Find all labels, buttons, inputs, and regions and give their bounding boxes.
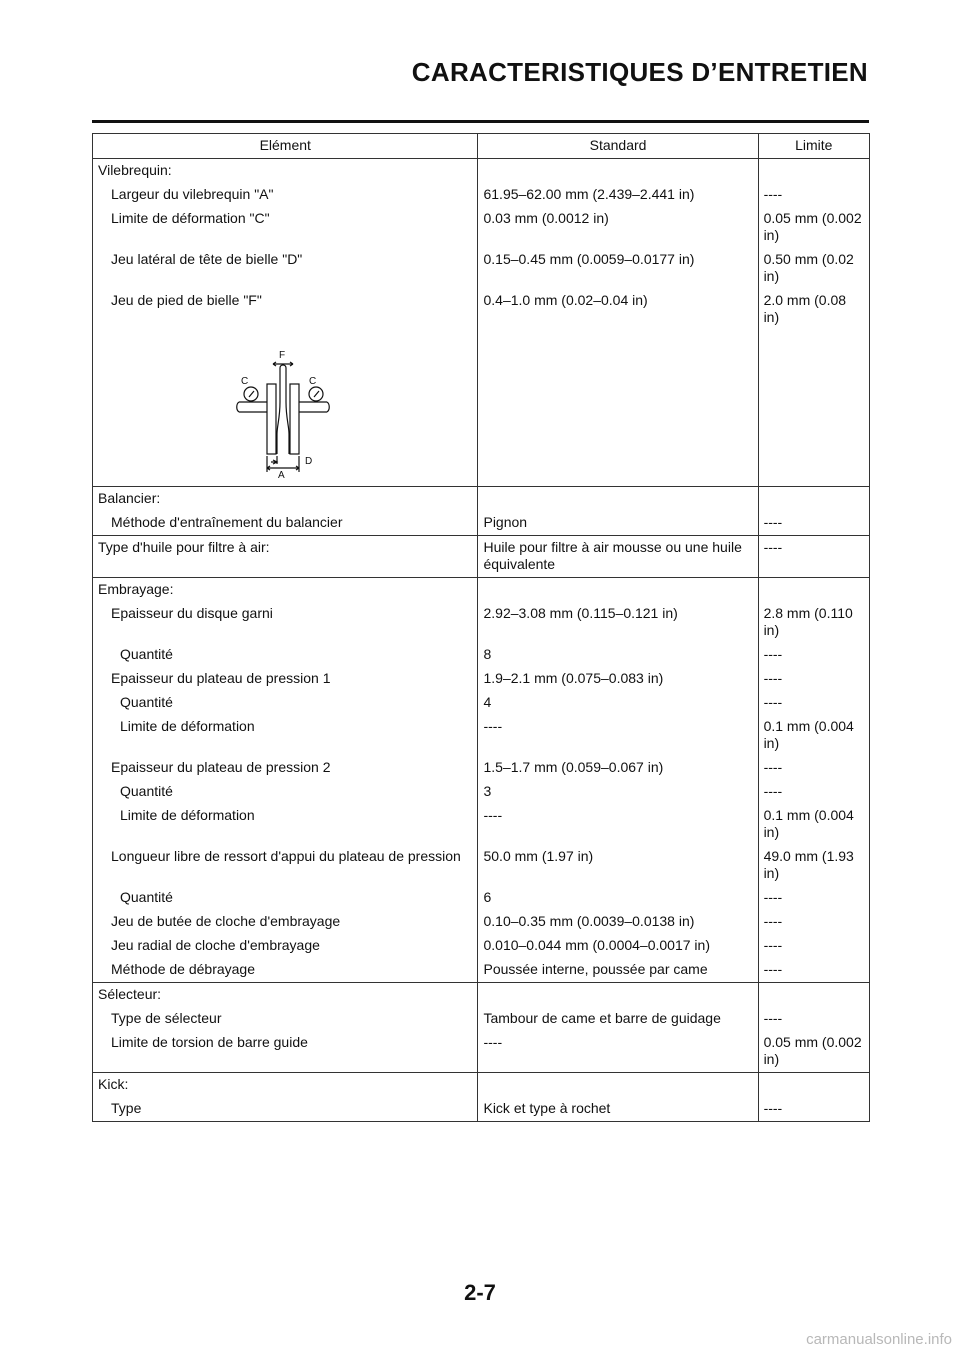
- spec-label: Largeur du vilebrequin "A": [111, 186, 274, 202]
- spec-standard: 8: [478, 643, 758, 667]
- spec-limit: 0.05 mm (0.002 in): [758, 207, 869, 248]
- spec-limit: ----: [758, 886, 869, 910]
- spec-limit: ----: [758, 183, 869, 207]
- spec-label: Jeu de pied de bielle "F": [111, 292, 262, 308]
- table-row: [93, 756, 870, 780]
- spec-label: Epaisseur du plateau de pression 2: [111, 759, 331, 775]
- spec-standard: 0.4–1.0 mm (0.02–0.04 in): [478, 289, 758, 330]
- spec-label: Quantité: [120, 694, 173, 710]
- table-row: [93, 602, 870, 643]
- connecting-rod: [277, 365, 289, 454]
- spec-label: Type de sélecteur: [111, 1010, 222, 1026]
- table-row: [93, 1097, 870, 1122]
- section-heading-row: [93, 487, 870, 512]
- spec-limit: ----: [758, 958, 869, 983]
- table-row: [93, 1031, 870, 1073]
- section-heading-row: [93, 1073, 870, 1098]
- section-heading: Sélecteur:: [93, 983, 478, 1008]
- spec-limit: 2.8 mm (0.110 in): [758, 602, 869, 643]
- spec-label: Jeu radial de cloche d'embrayage: [111, 937, 320, 953]
- section-heading-row: [93, 159, 870, 184]
- spec-standard: 6: [478, 886, 758, 910]
- label-c-left: C: [241, 376, 249, 387]
- left-web: [267, 384, 276, 454]
- table-row: [93, 643, 870, 667]
- spec-limit: 49.0 mm (1.93 in): [758, 845, 869, 886]
- label-a: A: [278, 470, 285, 478]
- right-shaft: [299, 402, 329, 412]
- spec-label: Jeu de butée de cloche d'embrayage: [111, 913, 341, 929]
- table-row: [93, 934, 870, 958]
- left-shaft: [237, 402, 267, 412]
- spec-standard: 4: [478, 691, 758, 715]
- spec-label: Quantité: [120, 783, 173, 799]
- section-heading: Vilebrequin:: [93, 159, 478, 184]
- spec-label: Limite de torsion de barre guide: [111, 1034, 308, 1050]
- spec-limit: ----: [758, 1097, 869, 1122]
- section-heading: Balancier:: [93, 487, 478, 512]
- table-row: [93, 289, 870, 330]
- title-rule: [92, 120, 869, 123]
- spec-label: Limite de déformation: [120, 718, 255, 734]
- column-header-limit: Limite: [758, 134, 869, 159]
- spec-standard: 2.92–3.08 mm (0.115–0.121 in): [478, 602, 758, 643]
- spec-standard: ----: [478, 1031, 758, 1073]
- table-header-row: [93, 134, 870, 159]
- spec-standard: 0.10–0.35 mm (0.0039–0.0138 in): [478, 910, 758, 934]
- table-row: [93, 183, 870, 207]
- spec-standard: Tambour de came et barre de guidage: [478, 1007, 758, 1031]
- spec-limit: ----: [758, 934, 869, 958]
- spec-standard: Pignon: [478, 511, 758, 536]
- spec-standard: Poussée interne, poussée par came: [478, 958, 758, 983]
- spec-label: Quantité: [120, 889, 173, 905]
- spec-label: Type: [111, 1100, 142, 1116]
- column-header-element: Elément: [93, 134, 478, 159]
- table-row: [93, 886, 870, 910]
- label-f: F: [279, 350, 286, 361]
- diagram-row: [93, 330, 870, 487]
- table-row: [93, 248, 870, 289]
- spec-limit: 0.50 mm (0.02 in): [758, 248, 869, 289]
- spec-label: Jeu latéral de tête de bielle "D": [111, 251, 303, 267]
- spec-standard: ----: [478, 715, 758, 756]
- spec-limit: ----: [758, 780, 869, 804]
- spec-limit: ----: [758, 756, 869, 780]
- spec-standard: 1.9–2.1 mm (0.075–0.083 in): [478, 667, 758, 691]
- spec-limit: 2.0 mm (0.08 in): [758, 289, 869, 330]
- table-row: [93, 845, 870, 886]
- table-row: [93, 1007, 870, 1031]
- spec-limit: ----: [758, 511, 869, 536]
- spec-label: Type d'huile pour filtre à air:: [93, 536, 478, 578]
- spec-standard: ----: [478, 804, 758, 845]
- table-row: [93, 511, 870, 536]
- spec-label: Epaisseur du disque garni: [111, 605, 273, 621]
- table-row: [93, 536, 870, 578]
- right-web: [290, 384, 299, 454]
- page-title: CARACTERISTIQUES D’ENTRETIEN: [411, 57, 868, 87]
- section-heading-row: [93, 983, 870, 1008]
- table-row: [93, 691, 870, 715]
- spec-standard: 50.0 mm (1.97 in): [478, 845, 758, 886]
- table-row: [93, 804, 870, 845]
- spec-label: Quantité: [120, 646, 173, 662]
- spec-limit: 0.05 mm (0.002 in): [758, 1031, 869, 1073]
- table-row: [93, 715, 870, 756]
- section-heading: Embrayage:: [93, 578, 478, 603]
- spec-standard: 3: [478, 780, 758, 804]
- spec-label: Limite de déformation "C": [111, 210, 270, 226]
- section-heading-row: [93, 578, 870, 603]
- table-row: [93, 910, 870, 934]
- table-row: [93, 958, 870, 983]
- spec-standard: 0.010–0.044 mm (0.0004–0.0017 in): [478, 934, 758, 958]
- crankshaft-diagram: [233, 342, 333, 478]
- spec-standard: Kick et type à rochet: [478, 1097, 758, 1122]
- page-number: 2-7: [464, 1280, 496, 1305]
- spec-limit: ----: [758, 536, 869, 578]
- spec-table: [92, 133, 870, 1122]
- spec-limit: 0.1 mm (0.004 in): [758, 715, 869, 756]
- table-row: [93, 780, 870, 804]
- spec-standard: 0.15–0.45 mm (0.0059–0.0177 in): [478, 248, 758, 289]
- spec-limit: ----: [758, 910, 869, 934]
- spec-limit: ----: [758, 1007, 869, 1031]
- spec-standard: 0.03 mm (0.0012 in): [478, 207, 758, 248]
- spec-limit: ----: [758, 667, 869, 691]
- label-d: D: [305, 456, 313, 467]
- table-row: [93, 207, 870, 248]
- spec-label: Méthode de débrayage: [111, 961, 255, 977]
- watermark[interactable]: carmanualsonline.info: [806, 1331, 952, 1348]
- spec-standard: 1.5–1.7 mm (0.059–0.067 in): [478, 756, 758, 780]
- spec-standard: 61.95–62.00 mm (2.439–2.441 in): [478, 183, 758, 207]
- column-header-standard: Standard: [478, 134, 758, 159]
- spec-limit: 0.1 mm (0.004 in): [758, 804, 869, 845]
- spec-limit: ----: [758, 691, 869, 715]
- spec-label: Limite de déformation: [120, 807, 255, 823]
- spec-limit: ----: [758, 643, 869, 667]
- spec-standard: Huile pour filtre à air mousse ou une huile équivalente: [478, 536, 758, 578]
- spec-label: Longueur libre de ressort d'appui du plateau de pression: [111, 848, 461, 864]
- spec-label: Méthode d'entraînement du balancier: [111, 514, 343, 530]
- label-c-right: C: [309, 376, 317, 387]
- table-row: [93, 667, 870, 691]
- section-heading: Kick:: [93, 1073, 478, 1098]
- spec-label: Epaisseur du plateau de pression 1: [111, 670, 331, 686]
